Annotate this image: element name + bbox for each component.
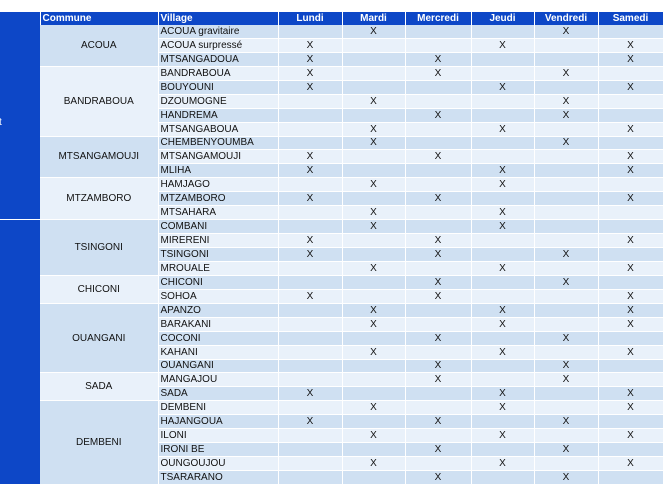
day-mark-cell (534, 345, 598, 359)
day-mark-cell (598, 359, 663, 373)
village-cell: TSINGONI (158, 248, 278, 262)
day-mark-cell (405, 220, 471, 234)
header-day: Vendredi (534, 12, 598, 25)
day-mark-cell: X (278, 52, 342, 66)
table-row (0, 401, 663, 415)
day-mark-cell (342, 80, 405, 94)
day-mark-cell (471, 108, 534, 122)
village-cell: ACOUA surpressé (158, 38, 278, 52)
day-mark-cell: X (342, 317, 405, 331)
day-mark-cell (471, 289, 534, 303)
day-mark-cell: X (342, 401, 405, 415)
day-mark-cell (405, 38, 471, 52)
day-mark-cell: X (598, 164, 663, 178)
day-mark-cell: X (278, 66, 342, 80)
day-mark-cell (534, 387, 598, 401)
day-mark-cell (471, 359, 534, 373)
day-mark-cell: X (534, 25, 598, 38)
day-mark-cell (342, 108, 405, 122)
day-mark-cell: X (471, 429, 534, 443)
day-mark-cell (534, 52, 598, 66)
village-cell: MTSAHARA (158, 206, 278, 220)
day-mark-cell (534, 234, 598, 248)
day-mark-cell (278, 108, 342, 122)
day-mark-cell (534, 164, 598, 178)
day-mark-cell: X (405, 289, 471, 303)
commune-cell: MTZAMBORO (40, 178, 158, 220)
day-mark-cell (278, 443, 342, 457)
day-mark-cell: X (598, 192, 663, 206)
day-mark-cell (405, 261, 471, 275)
village-cell: KAHANI (158, 345, 278, 359)
village-cell: OUNGOUJOU (158, 457, 278, 471)
day-mark-cell (471, 248, 534, 262)
day-mark-cell (405, 345, 471, 359)
day-mark-cell: X (598, 261, 663, 275)
day-mark-cell: X (342, 261, 405, 275)
table-row (0, 303, 663, 317)
day-mark-cell: X (405, 108, 471, 122)
day-mark-cell (598, 471, 663, 485)
day-mark-cell: X (405, 373, 471, 387)
day-mark-cell: X (598, 303, 663, 317)
day-mark-cell (278, 136, 342, 150)
village-cell: MTSANGABOUA (158, 122, 278, 136)
day-mark-cell: X (471, 401, 534, 415)
commune-cell: MTSANGAMOUJI (40, 136, 158, 178)
day-mark-cell (278, 25, 342, 38)
day-mark-cell (405, 401, 471, 415)
day-mark-cell (534, 80, 598, 94)
table-row (0, 25, 663, 38)
region-label (0, 117, 2, 128)
day-mark-cell (278, 331, 342, 345)
day-mark-cell: X (342, 303, 405, 317)
village-cell: DZOUMOGNE (158, 94, 278, 108)
day-mark-cell: X (534, 66, 598, 80)
day-mark-cell: X (471, 317, 534, 331)
day-mark-cell (278, 471, 342, 485)
day-mark-cell (598, 108, 663, 122)
day-mark-cell: X (534, 415, 598, 429)
day-mark-cell (471, 331, 534, 345)
day-mark-cell: X (598, 80, 663, 94)
village-cell: COCONI (158, 331, 278, 345)
day-mark-cell: X (598, 401, 663, 415)
day-mark-cell: X (405, 234, 471, 248)
day-mark-cell (342, 289, 405, 303)
day-mark-cell (598, 94, 663, 108)
day-mark-cell (342, 373, 405, 387)
day-mark-cell (598, 275, 663, 289)
day-mark-cell: X (534, 443, 598, 457)
day-mark-cell: X (278, 38, 342, 52)
table-row (0, 373, 663, 387)
village-cell: BARAKANI (158, 317, 278, 331)
day-mark-cell: X (598, 150, 663, 164)
day-mark-cell: X (534, 331, 598, 345)
day-mark-cell: X (405, 52, 471, 66)
day-mark-cell: X (598, 429, 663, 443)
day-mark-cell (342, 331, 405, 345)
village-cell: OUANGANI (158, 359, 278, 373)
day-mark-cell (342, 248, 405, 262)
day-mark-cell (598, 206, 663, 220)
day-mark-cell (342, 38, 405, 52)
day-mark-cell (471, 373, 534, 387)
day-mark-cell: X (471, 178, 534, 192)
day-mark-cell (598, 373, 663, 387)
day-mark-cell (471, 94, 534, 108)
day-mark-cell (534, 150, 598, 164)
day-mark-cell (534, 289, 598, 303)
commune-cell: DEMBENI (40, 401, 158, 485)
day-mark-cell: X (534, 359, 598, 373)
day-mark-cell (278, 359, 342, 373)
day-mark-cell (278, 457, 342, 471)
day-mark-cell: X (342, 206, 405, 220)
day-mark-cell: X (471, 80, 534, 94)
day-mark-cell (342, 359, 405, 373)
day-mark-cell: X (278, 415, 342, 429)
region-cell (0, 220, 40, 485)
header-day: Mercredi (405, 12, 471, 25)
village-cell: DEMBENI (158, 401, 278, 415)
day-mark-cell (342, 52, 405, 66)
day-mark-cell (598, 136, 663, 150)
day-mark-cell (598, 66, 663, 80)
day-mark-cell (405, 429, 471, 443)
day-mark-cell (278, 178, 342, 192)
day-mark-cell (598, 248, 663, 262)
header-region (0, 12, 40, 25)
day-mark-cell (405, 387, 471, 401)
day-mark-cell (598, 178, 663, 192)
day-mark-cell (405, 94, 471, 108)
village-cell: MROUALE (158, 261, 278, 275)
commune-cell: BANDRABOUA (40, 66, 158, 136)
day-mark-cell (342, 234, 405, 248)
day-mark-cell (405, 206, 471, 220)
day-mark-cell: X (471, 206, 534, 220)
header-day: Jeudi (471, 12, 534, 25)
day-mark-cell: X (534, 373, 598, 387)
day-mark-cell (278, 429, 342, 443)
day-mark-cell (342, 150, 405, 164)
day-mark-cell: X (598, 345, 663, 359)
day-mark-cell (534, 457, 598, 471)
header-day: Samedi (598, 12, 663, 25)
day-mark-cell (598, 331, 663, 345)
commune-cell: OUANGANI (40, 303, 158, 373)
village-cell: CHICONI (158, 275, 278, 289)
village-cell: BANDRABOUA (158, 66, 278, 80)
day-mark-cell: X (598, 289, 663, 303)
header-row (0, 12, 663, 25)
day-mark-cell (278, 275, 342, 289)
day-mark-cell: X (405, 331, 471, 345)
day-mark-cell (278, 206, 342, 220)
day-mark-cell (534, 178, 598, 192)
day-mark-cell: X (342, 345, 405, 359)
day-mark-cell: X (278, 289, 342, 303)
day-mark-cell (278, 220, 342, 234)
day-mark-cell (342, 387, 405, 401)
day-mark-cell (471, 192, 534, 206)
day-mark-cell (471, 234, 534, 248)
village-cell: ACOUA gravitaire (158, 25, 278, 38)
day-mark-cell (405, 122, 471, 136)
day-mark-cell: X (342, 25, 405, 38)
day-mark-cell: X (471, 387, 534, 401)
table-row (0, 275, 663, 289)
day-mark-cell (405, 457, 471, 471)
day-mark-cell: X (342, 429, 405, 443)
day-mark-cell (278, 94, 342, 108)
day-mark-cell: X (534, 136, 598, 150)
region-cell (0, 25, 40, 220)
village-cell: MTSANGADOUA (158, 52, 278, 66)
day-mark-cell (471, 443, 534, 457)
village-cell: MTSANGAMOUJI (158, 150, 278, 164)
day-mark-cell: X (342, 457, 405, 471)
village-cell: MIRERENI (158, 234, 278, 248)
village-cell: MANGAJOU (158, 373, 278, 387)
village-cell: HAMJAGO (158, 178, 278, 192)
header-commune: Commune (40, 12, 158, 25)
day-mark-cell (342, 164, 405, 178)
day-mark-cell (471, 66, 534, 80)
commune-cell: ACOUA (40, 25, 158, 66)
day-mark-cell (534, 429, 598, 443)
day-mark-cell (342, 66, 405, 80)
day-mark-cell: X (342, 94, 405, 108)
commune-cell: CHICONI (40, 275, 158, 303)
day-mark-cell (534, 206, 598, 220)
day-mark-cell: X (471, 122, 534, 136)
day-mark-cell: X (278, 150, 342, 164)
day-mark-cell: X (278, 234, 342, 248)
day-mark-cell: X (342, 220, 405, 234)
day-mark-cell: X (342, 122, 405, 136)
village-cell: SADA (158, 387, 278, 401)
day-mark-cell (278, 303, 342, 317)
day-mark-cell: X (405, 443, 471, 457)
day-mark-cell (342, 443, 405, 457)
day-mark-cell: X (534, 108, 598, 122)
table-row (0, 178, 663, 192)
day-mark-cell: X (471, 303, 534, 317)
day-mark-cell: X (534, 94, 598, 108)
day-mark-cell (534, 303, 598, 317)
day-mark-cell: X (471, 220, 534, 234)
day-mark-cell: X (598, 387, 663, 401)
header-village: Village (158, 12, 278, 25)
day-mark-cell (534, 317, 598, 331)
day-mark-cell: X (278, 387, 342, 401)
day-mark-cell (534, 401, 598, 415)
day-mark-cell: X (342, 136, 405, 150)
day-mark-cell (534, 122, 598, 136)
table-row (0, 66, 663, 80)
village-cell: IRONI BE (158, 443, 278, 457)
header-day: Mardi (342, 12, 405, 25)
table-row (0, 220, 663, 234)
day-mark-cell: X (405, 66, 471, 80)
village-cell: APANZO (158, 303, 278, 317)
commune-cell: TSINGONI (40, 220, 158, 276)
day-mark-cell: X (405, 192, 471, 206)
day-mark-cell (471, 25, 534, 38)
day-mark-cell: X (471, 164, 534, 178)
day-mark-cell: X (598, 234, 663, 248)
day-mark-cell: X (598, 52, 663, 66)
day-mark-cell: X (278, 80, 342, 94)
day-mark-cell (471, 52, 534, 66)
day-mark-cell: X (534, 275, 598, 289)
day-mark-cell (471, 471, 534, 485)
day-mark-cell (471, 150, 534, 164)
village-cell: MTZAMBORO (158, 192, 278, 206)
day-mark-cell (598, 443, 663, 457)
day-mark-cell (534, 38, 598, 52)
day-mark-cell: X (342, 178, 405, 192)
day-mark-cell: X (471, 261, 534, 275)
day-mark-cell (278, 122, 342, 136)
day-mark-cell: X (471, 457, 534, 471)
day-mark-cell: X (405, 471, 471, 485)
day-mark-cell: X (598, 457, 663, 471)
village-cell: ILONI (158, 429, 278, 443)
village-cell: CHEMBENYOUMBA (158, 136, 278, 150)
day-mark-cell: X (278, 192, 342, 206)
day-mark-cell (342, 275, 405, 289)
day-mark-cell: X (534, 471, 598, 485)
day-mark-cell (405, 164, 471, 178)
day-mark-cell: X (534, 248, 598, 262)
day-mark-cell (471, 136, 534, 150)
village-cell: BOUYOUNI (158, 80, 278, 94)
day-mark-cell: X (405, 248, 471, 262)
day-mark-cell (598, 25, 663, 38)
day-mark-cell (405, 80, 471, 94)
day-mark-cell (534, 192, 598, 206)
day-mark-cell (278, 261, 342, 275)
day-mark-cell (405, 178, 471, 192)
day-mark-cell (342, 471, 405, 485)
day-mark-cell (405, 25, 471, 38)
day-mark-cell (471, 415, 534, 429)
collection-schedule-table (0, 12, 664, 485)
village-cell: TSARARANO (158, 471, 278, 485)
village-cell: HAJANGOUA (158, 415, 278, 429)
day-mark-cell: X (278, 248, 342, 262)
village-cell: MLIHA (158, 164, 278, 178)
village-cell: HANDREMA (158, 108, 278, 122)
day-mark-cell: X (405, 415, 471, 429)
day-mark-cell (278, 401, 342, 415)
day-mark-cell (278, 317, 342, 331)
day-mark-cell (342, 192, 405, 206)
day-mark-cell (405, 303, 471, 317)
commune-cell: SADA (40, 373, 158, 401)
day-mark-cell (534, 261, 598, 275)
day-mark-cell (405, 136, 471, 150)
village-cell: SOHOA (158, 289, 278, 303)
day-mark-cell (471, 275, 534, 289)
day-mark-cell (598, 220, 663, 234)
day-mark-cell: X (405, 359, 471, 373)
day-mark-cell (534, 220, 598, 234)
day-mark-cell (342, 415, 405, 429)
day-mark-cell: X (278, 164, 342, 178)
day-mark-cell: X (471, 38, 534, 52)
day-mark-cell (405, 317, 471, 331)
header-day: Lundi (278, 12, 342, 25)
day-mark-cell (278, 345, 342, 359)
table-row (0, 136, 663, 150)
day-mark-cell: X (405, 275, 471, 289)
schedule-body (0, 25, 663, 484)
day-mark-cell: X (405, 150, 471, 164)
village-cell: COMBANI (158, 220, 278, 234)
day-mark-cell: X (471, 345, 534, 359)
day-mark-cell: X (598, 122, 663, 136)
day-mark-cell: X (598, 317, 663, 331)
day-mark-cell (278, 373, 342, 387)
day-mark-cell (598, 415, 663, 429)
day-mark-cell: X (598, 38, 663, 52)
